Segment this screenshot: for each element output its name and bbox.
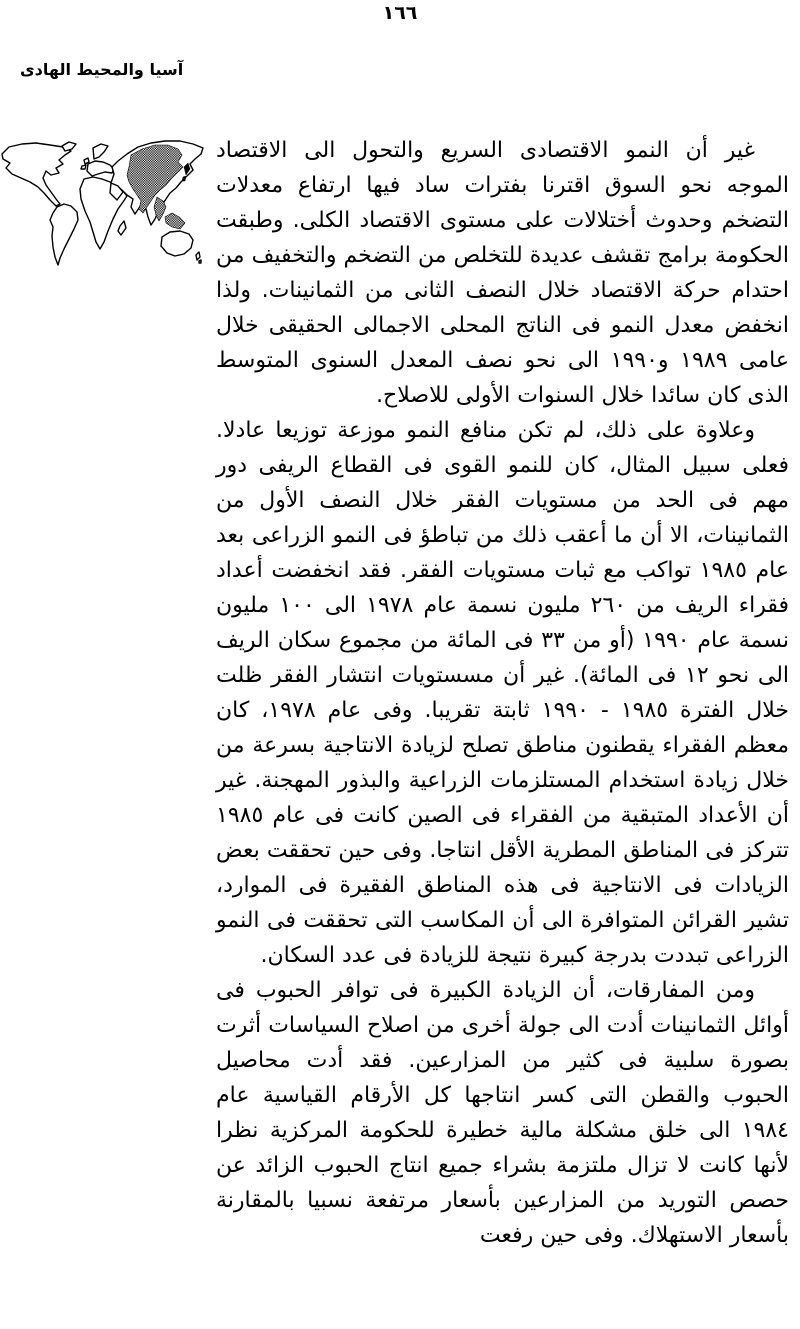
paragraph: وعلاوة على ذلك، لم تكن منافع النمو موزعة توزيعا عادلا. فعلى سبيل المثال، كان للنمو القوى فى القطاع الريفى دور مهم فى الحد من مستويات الفقر خلال النصف الأول من الثمانينات، الا أن ما أعقب ذلك من تباطؤ فى النمو الزراعى بعد عام ١٩٨٥ تواكب مع ثبات مستويات الفقر. فقد انخفضت أعداد فقراء الريف من ٢٦٠ مليون نسمة عام ١٩٧٨ الى ١٠٠ مليون نسمة عام ١٩٩٠ (أو من ٣٣ فى المائة من مجموع سكان الريف الى نحو ١٢ فى المائة). غير أن مسستويات انتشار الفقر ظلت خلال الفترة ١٩٨٥ - ١٩٩٠ ثابتة تقريبا. وفى عام ١٩٧٨، كان معظم الفقراء يقطنون مناطق تصلح لزيادة الانتاجية بسرعة من خلال زيادة استخدام المستلزمات الزراعية والبذور المهجنة. غير أن الأعداد المتبقية من الفقراء فى الصين كانت فى عام ١٩٨٥ تتركز فى المناطق المطرية الأقل انتاجا. وفى حين تحققت بعض الزيادات فى الانتاجية فى هذه المناطق الفقيرة فى الموارد، تشير القرائن المتوافرة الى أن المكاسب التى تحققت فى النمو الزراعى تبددت بدرجة كبيرة نتيجة للزيادة فى عدد السكان. <box>216 418 790 968</box>
paragraph: ومن المفارقات، أن الزيادة الكبيرة فى توافر الحبوب فى أوائل الثمانينات أدت الى جولة أخرى من اصلاح السياسات أثرت بصورة سلبية فى كثير من المزارعين. فقد أدت محاصيل الحبوب والقطن التى كسر انتاجها كل الأرقام القياسية عام ١٩٨٤ الى خلق مشكلة مالية خطيرة للحكومة المركزية نظرا لأنها كانت لا تزال ملتزمة بشراء جميع انتاج الحبوب الزائد عن حصص التوريد من المزارعين بأسعار مرتفعة نسبيا بالمقارنة بأسعار الاستهلاك. وفى حين رفعت <box>216 978 789 1248</box>
article-body <box>216 133 789 1253</box>
world-map-svg <box>0 137 206 267</box>
section-header: آسيا والمحيط الهادى <box>20 60 184 79</box>
paragraph: غير أن النمو الاقتصادى السريع والتحول الى الاقتصاد الموجه نحو السوق اقترنا بفترات ساد فيها ارتفاع معدلات التضخم وحدوث أختلالات على مستوى الاقتصاد الكلى. وطبقت الحكومة برامج تقشف عديدة للتخلص من التضخم والتخفيف من احتدام حركة الاقتصاد خلال النصف الثانى من الثمانينات. ولذا انخفض معدل النمو فى الناتج المحلى الاجمالى الحقيقى خلال عامى ١٩٨٩ و١٩٩٠ الى نحو نصف المعدل السنوى المتوسط الذى كان سائدا خلال السنوات الأولى للاصلاح. <box>216 138 789 408</box>
world-map-asia-pacific-highlighted-icon <box>0 137 206 267</box>
page-number: ١٦٦ <box>382 2 418 24</box>
